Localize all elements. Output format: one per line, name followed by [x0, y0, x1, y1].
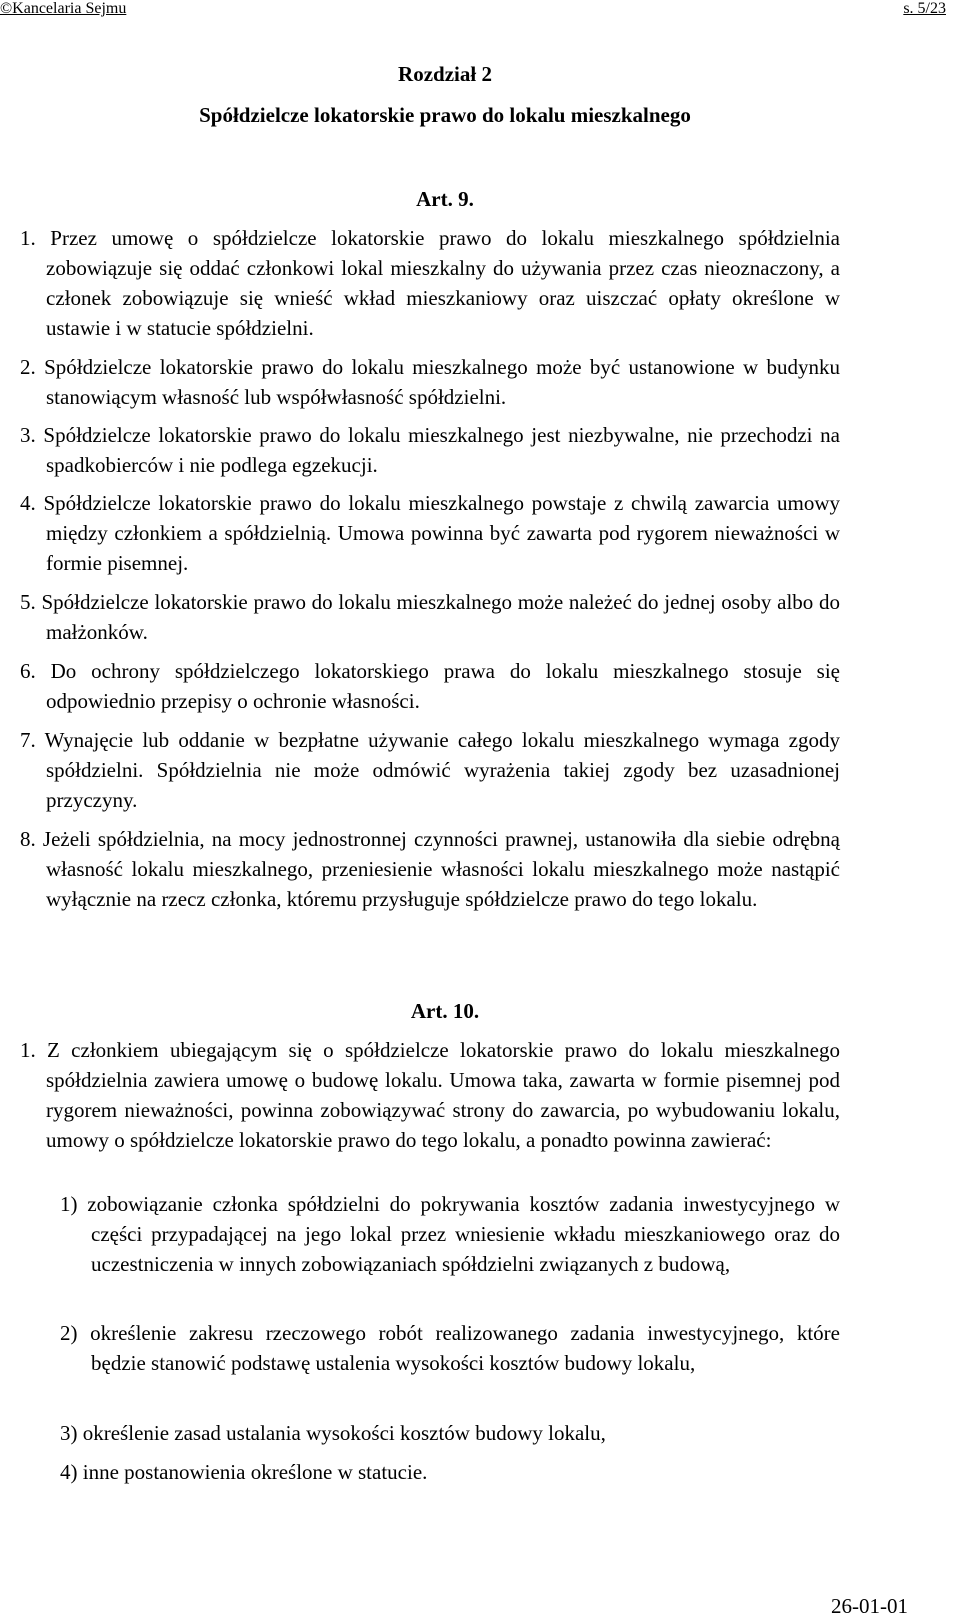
art9-paragraph-7: 7. Wynajęcie lub oddanie w bezpłatne używanie całego lokalu mieszkalnego wymaga zgody spółdzielni. Spółdzielnia nie może odmówić wyrażenia takiej zgody bez uzasadnionej przyczyny.	[20, 728, 840, 812]
art10-paragraph-1: 1. Z członkiem ubiegającym się o spółdzielcze lokatorskie prawo do lokalu mieszkalnego spółdzielnia zawiera umowę o budowę lokalu. Umowa taka, zawarta w formie pisemnej pod rygorem nieważności, powinna zobowiązywać strony do zawarcia, po wybudowaniu lokalu, umowy o spółdzielcze lokatorskie prawo do tego lokalu, a ponadto powinna zawierać:	[20, 1038, 840, 1152]
art9-paragraph-4: 4. Spółdzielcze lokatorskie prawo do lokalu mieszkalnego powstaje z chwilą zawarcia umowy między członkiem a spółdzielnią. Umowa powinna być zawarta pod rygorem nieważności w formie pisemnej.	[20, 491, 840, 575]
article-10-heading: Art. 10.	[410, 999, 480, 1023]
art10-item-4: 4) inne postanowienia określone w statucie.	[60, 1460, 428, 1484]
document-code: 26-01-01	[831, 1594, 908, 1618]
source-link[interactable]: ©Kancelaria Sejmu	[0, 0, 127, 17]
art9-paragraph-6: 6. Do ochrony spółdzielczego lokatorskiego prawa do lokalu mieszkalnego stosuje się odpowiednio przepisy o ochronie własności.	[20, 659, 840, 713]
chapter-number: Rozdział 2	[398, 62, 492, 86]
art10-item-2: 2) określenie zakresu rzeczowego robót realizowanego zadania inwestycyjnego, które będzie stanowić podstawę ustalenia wysokości kosztów budowy lokalu,	[60, 1321, 840, 1375]
art9-paragraph-1: 1. Przez umowę o spółdzielcze lokatorskie prawo do lokalu mieszkalnego spółdzielnia zobowiązuje się oddać członkowi lokal mieszkalny do używania przez czas nieoznaczony, a członek zobowiązuje się wnieść wkład mieszkaniowy oraz uiszczać opłaty określone w ustawie i w statucie spółdzielni.	[20, 226, 840, 340]
art9-paragraph-2: 2. Spółdzielcze lokatorskie prawo do lokalu mieszkalnego może być ustanowione w budynku stanowiącym własność lub współwłasność spółdzielni.	[20, 355, 840, 409]
article-9-heading: Art. 9.	[416, 187, 474, 211]
art10-item-1: 1) zobowiązanie członka spółdzielni do pokrywania kosztów zadania inwestycyjnego w części przypadającej na jego lokal przez wniesienie wkładu mieszkaniowego oraz do uczestniczenia w innych zobowiązaniach spółdzielni związanych z budową,	[60, 1192, 840, 1276]
page-indicator[interactable]: s. 5/23	[903, 0, 946, 17]
art9-paragraph-5: 5. Spółdzielcze lokatorskie prawo do lokalu mieszkalnego może należeć do jednej osoby albo do małżonków.	[20, 590, 840, 644]
chapter-title: Spółdzielcze lokatorskie prawo do lokalu mieszkalnego	[199, 103, 691, 127]
art9-paragraph-3: 3. Spółdzielcze lokatorskie prawo do lokalu mieszkalnego jest niezbywalne, nie przechodzi na spadkobierców i nie podlega egzekucji.	[20, 423, 840, 477]
art9-paragraph-8: 8. Jeżeli spółdzielnia, na mocy jednostronnej czynności prawnej, ustanowiła dla siebie odrębną własność lokalu mieszkalnego, przeniesienie własności lokalu mieszkalnego może nastąpić wyłącznie na rzecz członka, któremu przysługuje spółdzielcze prawo do tego lokalu.	[20, 827, 840, 911]
art10-item-3: 3) określenie zasad ustalania wysokości kosztów budowy lokalu,	[60, 1421, 606, 1445]
